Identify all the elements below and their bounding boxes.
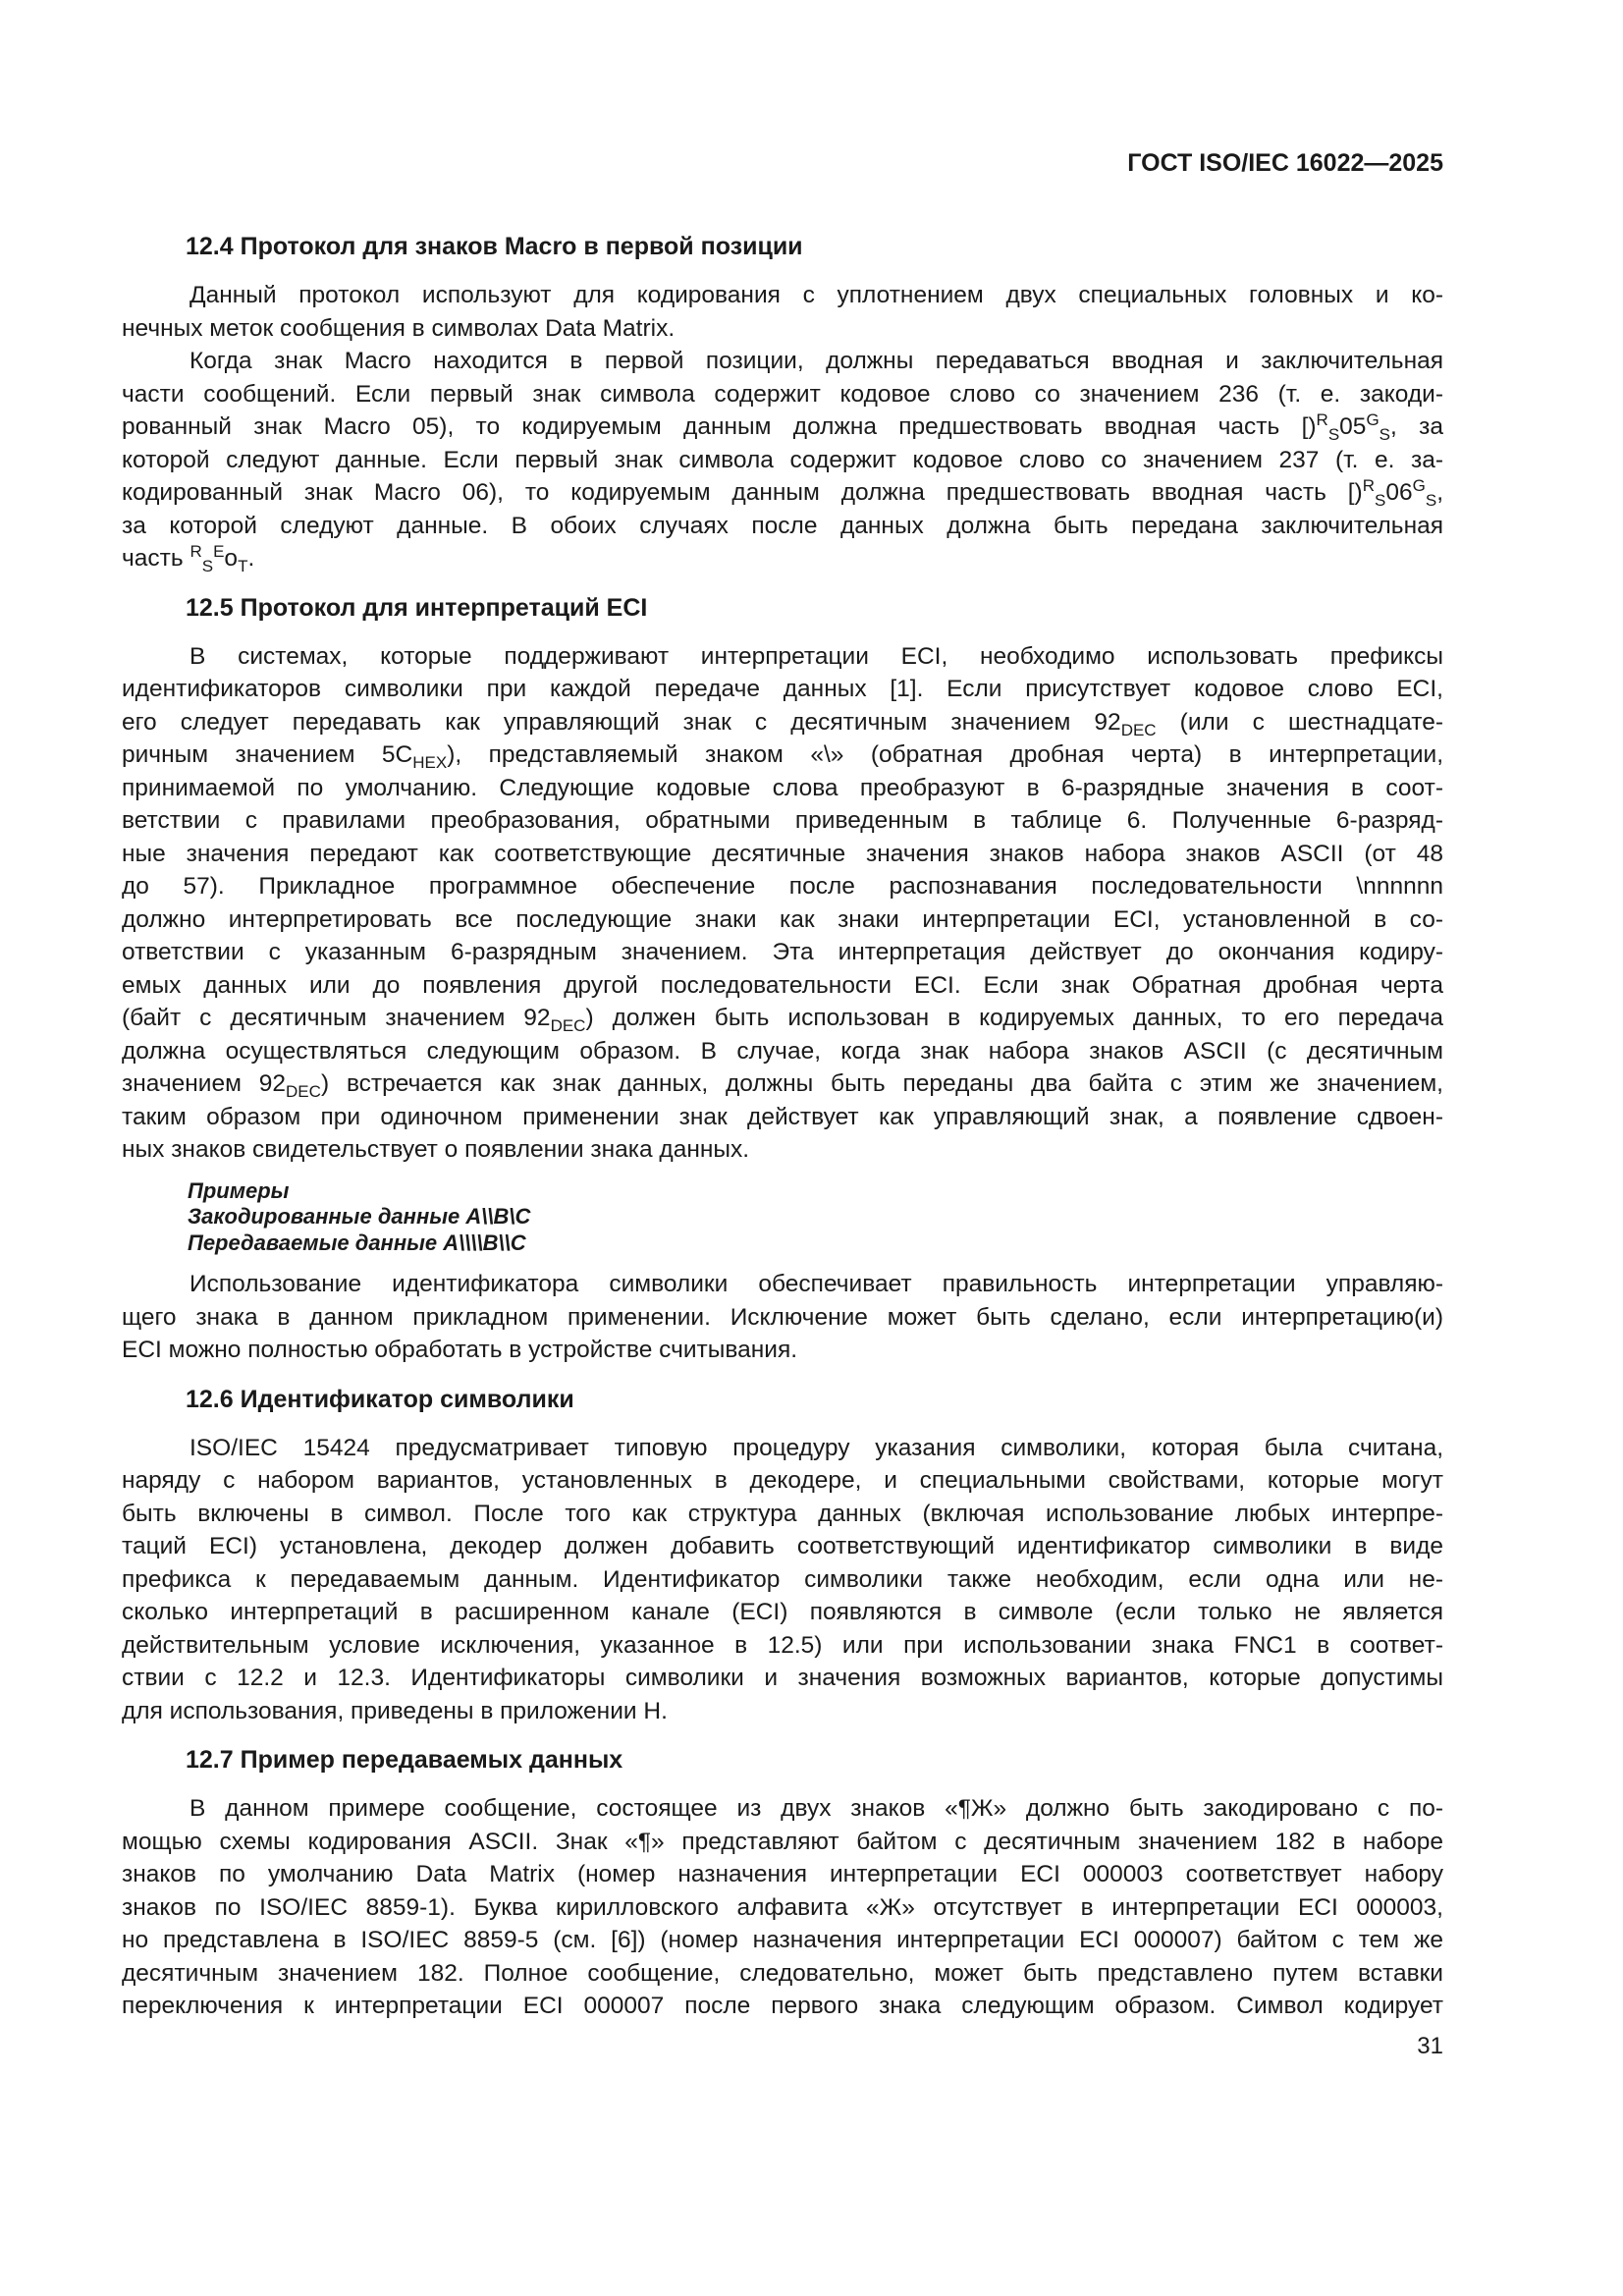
subscript: HEX	[412, 753, 448, 772]
text-line: должна осуществляться следующим образом. В случае, когда знак набора знаков ASCII (с десятичным	[122, 1037, 1443, 1065]
text-fragment: 06	[1385, 479, 1413, 506]
text-line: щего знака в данном прикладном применении. Исключение может быть сделано, если интерпретацию(и)	[122, 1303, 1443, 1331]
text-line: таций ECI) установлена, декодер должен добавить соответствующий идентификатор символики в виде	[122, 1533, 1443, 1559]
text-line: действительным условие исключения, указанное в 12.5) или при использовании знака FNC1 в соответ-	[122, 1631, 1443, 1659]
text-line: префикса к передаваемым данным. Идентификатор символики также необходим, если одна или не-	[122, 1565, 1443, 1593]
examples-block	[188, 1178, 1443, 1257]
subscript: S	[201, 557, 214, 575]
text-line: нечных меток сообщения в символах Data Matrix.	[122, 314, 676, 342]
text-fragment: 05	[1339, 413, 1367, 440]
text-fragment: , за	[1390, 413, 1443, 440]
text-fragment: ,	[1436, 479, 1443, 506]
section-12-5-body	[122, 640, 1443, 1167]
page-content	[122, 232, 1443, 2023]
text-line: наряду с набором вариантов, установленных в декодере, и специальными свойствами, которые могут	[122, 1467, 1443, 1494]
text-line: ных знаков свидетельствует о появлении знака данных.	[122, 1136, 750, 1163]
text-line: сколько интерпретаций в расширенном канале (ECI) появляются в символе (если только не является	[122, 1599, 1443, 1625]
standard-header: ГОСТ ISO/IEC 16022—2025	[1127, 149, 1443, 177]
text-line: знаков по умолчанию Data Matrix (номер назначения интерпретации ECI 000003 соответствует набору	[122, 1861, 1443, 1887]
text-line	[122, 476, 1443, 510]
text-line: Использование идентификатора символики обеспечивает правильность интерпретации управляю-	[189, 1271, 1443, 1297]
superscript: R	[1362, 476, 1375, 495]
text-line: десятичным значением 182. Полное сообщение, следовательно, может быть представлено путем вставки	[122, 1959, 1443, 1987]
section-12-4-body	[122, 279, 1443, 575]
example-transmitted: Передаваемые данные A\\\\B\\C	[188, 1230, 526, 1255]
examples-title: Примеры	[188, 1177, 290, 1203]
text-fragment: (байт с десятичным значением 92	[122, 1005, 551, 1031]
section-12-7-body	[122, 1792, 1443, 2023]
subscript: S	[1425, 491, 1437, 510]
subscript: DEC	[286, 1082, 321, 1101]
text-line: но представлена в ISO/IEC 8859-5 (см. [6]) (номер назначения интерпретации ECI 000007) байтом с тем же	[122, 1927, 1443, 1953]
superscript: R	[189, 542, 202, 561]
superscript: G	[1366, 410, 1380, 429]
superscript: G	[1412, 476, 1426, 495]
superscript: E	[213, 542, 225, 561]
subscript: S	[1375, 491, 1386, 510]
subscript: S	[1379, 425, 1391, 444]
text-line: быть включены в символ. После того как структура данных (включая использование любых интерпре-	[122, 1500, 1443, 1527]
text-fragment: часть	[122, 545, 184, 572]
section-12-7-title: 12.7 Пример передаваемых данных	[186, 1746, 623, 1774]
page-number: 31	[1417, 2033, 1443, 2059]
text-line: таким образом при одиночном применении знак действует как управляющий знак, а появление сдвоен-	[122, 1103, 1443, 1130]
text-line: идентификаторов символики при каждой передаче данных [1]. Если присутствует кодовое слово ECI,	[122, 676, 1443, 702]
example-encoded: Закодированные данные A\\B\C	[188, 1204, 531, 1229]
text-line	[122, 706, 1443, 739]
subscript: T	[238, 557, 248, 575]
text-line: переключения к интерпретации ECI 000007 после первого знака следующим образом. Символ кодирует	[122, 1993, 1443, 2019]
text-line: для использования, приведены в приложении Н.	[122, 1697, 668, 1724]
text-fragment: ) встречается как знак данных, должны быть переданы два байта с этим же значением,	[320, 1070, 1443, 1097]
text-line: В системах, которые поддерживают интерпретации ECI, необходимо использовать префиксы	[189, 642, 1443, 670]
section-12-6-body	[122, 1432, 1443, 1728]
text-fragment: o	[224, 545, 239, 572]
superscript: R	[1316, 410, 1328, 429]
text-fragment: (или с шестнадцате-	[1156, 708, 1443, 736]
text-fragment: ), представляемый знаком «\» (обратная дробная черта) в интерпретации,	[447, 741, 1444, 768]
text-fragment: его следует передавать как управляющий знак с десятичным значением 92	[122, 708, 1121, 736]
section-12-4-title: 12.4 Протокол для знаков Macro в первой позиции	[186, 233, 803, 260]
text-line: мощью схемы кодирования ASCII. Знак «¶» представляют байтом с десятичным значением 182 в наборе	[122, 1828, 1443, 1855]
section-12-6-title: 12.6 Идентификатор символики	[186, 1385, 574, 1413]
text-fragment: кодированный знак Macro 06), то кодируемым данным должна предшествовать вводная часть [)	[122, 479, 1363, 506]
text-line: ISO/IEC 15424 предусматривает типовую процедуру указания символики, которая была считана,	[189, 1434, 1443, 1461]
text-line: ствии с 12.2 и 12.3. Идентификаторы символики и значения возможных вариантов, которые допустимы	[122, 1665, 1443, 1691]
text-line: ответствии с указанным 6-разрядным значением. Эта интерпретация действует до окончания кодиру-	[122, 939, 1443, 965]
text-line: Когда знак Macro находится в первой позиции, должны передаваться вводная и заключительная	[189, 348, 1443, 374]
text-line: Данный протокол используют для кодирования с уплотнением двух специальных головных и ко-	[189, 282, 1443, 308]
text-line: В данном примере сообщение, состоящее из двух знаков «¶Ж» должно быть закодировано с по-	[189, 1795, 1443, 1822]
subscript: S	[1327, 425, 1340, 444]
text-fragment: ) должен быть использован в кодируемых данных, то его передача	[585, 1005, 1443, 1031]
text-line: ные значения передают как соответствующие десятичные значения знаков набора знаков ASCII (от 48	[122, 840, 1443, 867]
text-line	[122, 1067, 1443, 1101]
text-line: ECI можно полностью обработать в устройстве считывания.	[122, 1337, 798, 1363]
text-line: принимаемой по умолчанию. Следующие кодовые слова преобразуют в 6-разрядные значения в соот-	[122, 774, 1443, 801]
text-line: до 57). Прикладное программное обеспечение после распознавания последовательности \nnnnnn	[122, 873, 1443, 900]
text-line: за которой следуют данные. В обоих случаях после данных должна быть передана заключительная	[122, 512, 1443, 539]
text-line: которой следуют данные. Если первый знак символа содержит кодовое слово со значением 237 (т. е. за-	[122, 446, 1443, 473]
text-line: знаков по ISO/IEC 8859-1). Буква кирилловского алфавита «Ж» отсутствует в интерпретации ECI 000003,	[122, 1893, 1443, 1921]
text-line: должно интерпретировать все последующие знаки как знаки интерпретации ECI, установленной в со-	[122, 905, 1443, 933]
text-line: емых данных или до появления другой последовательности ECI. Если знак Обратная дробная черта	[122, 971, 1443, 999]
text-fragment: значением 92	[122, 1070, 287, 1097]
text-fragment: ричным значением 5C	[122, 741, 413, 768]
text-line: часть $^R_S^Eo_T$.	[122, 542, 255, 575]
section-12-5-title: 12.5 Протокол для интерпретаций ECI	[186, 593, 648, 622]
section-12-5-note	[122, 1268, 1443, 1367]
subscript: DEC	[550, 1016, 586, 1035]
subscript: DEC	[1120, 720, 1157, 739]
text-line	[122, 1002, 1443, 1035]
text-line: части сообщений. Если первый знак символа содержит кодовое слово со значением 236 (т. е. закоди-	[122, 380, 1443, 408]
text-line	[122, 410, 1443, 444]
text-line: ветствии с правилами преобразования, обратными приведенным в таблице 6. Полученные 6-разряд-	[122, 807, 1443, 834]
text-fragment: рованный знак Macro 05), то кодируемым данным должна предшествовать вводная часть [)	[122, 413, 1317, 440]
text-line	[122, 738, 1443, 772]
